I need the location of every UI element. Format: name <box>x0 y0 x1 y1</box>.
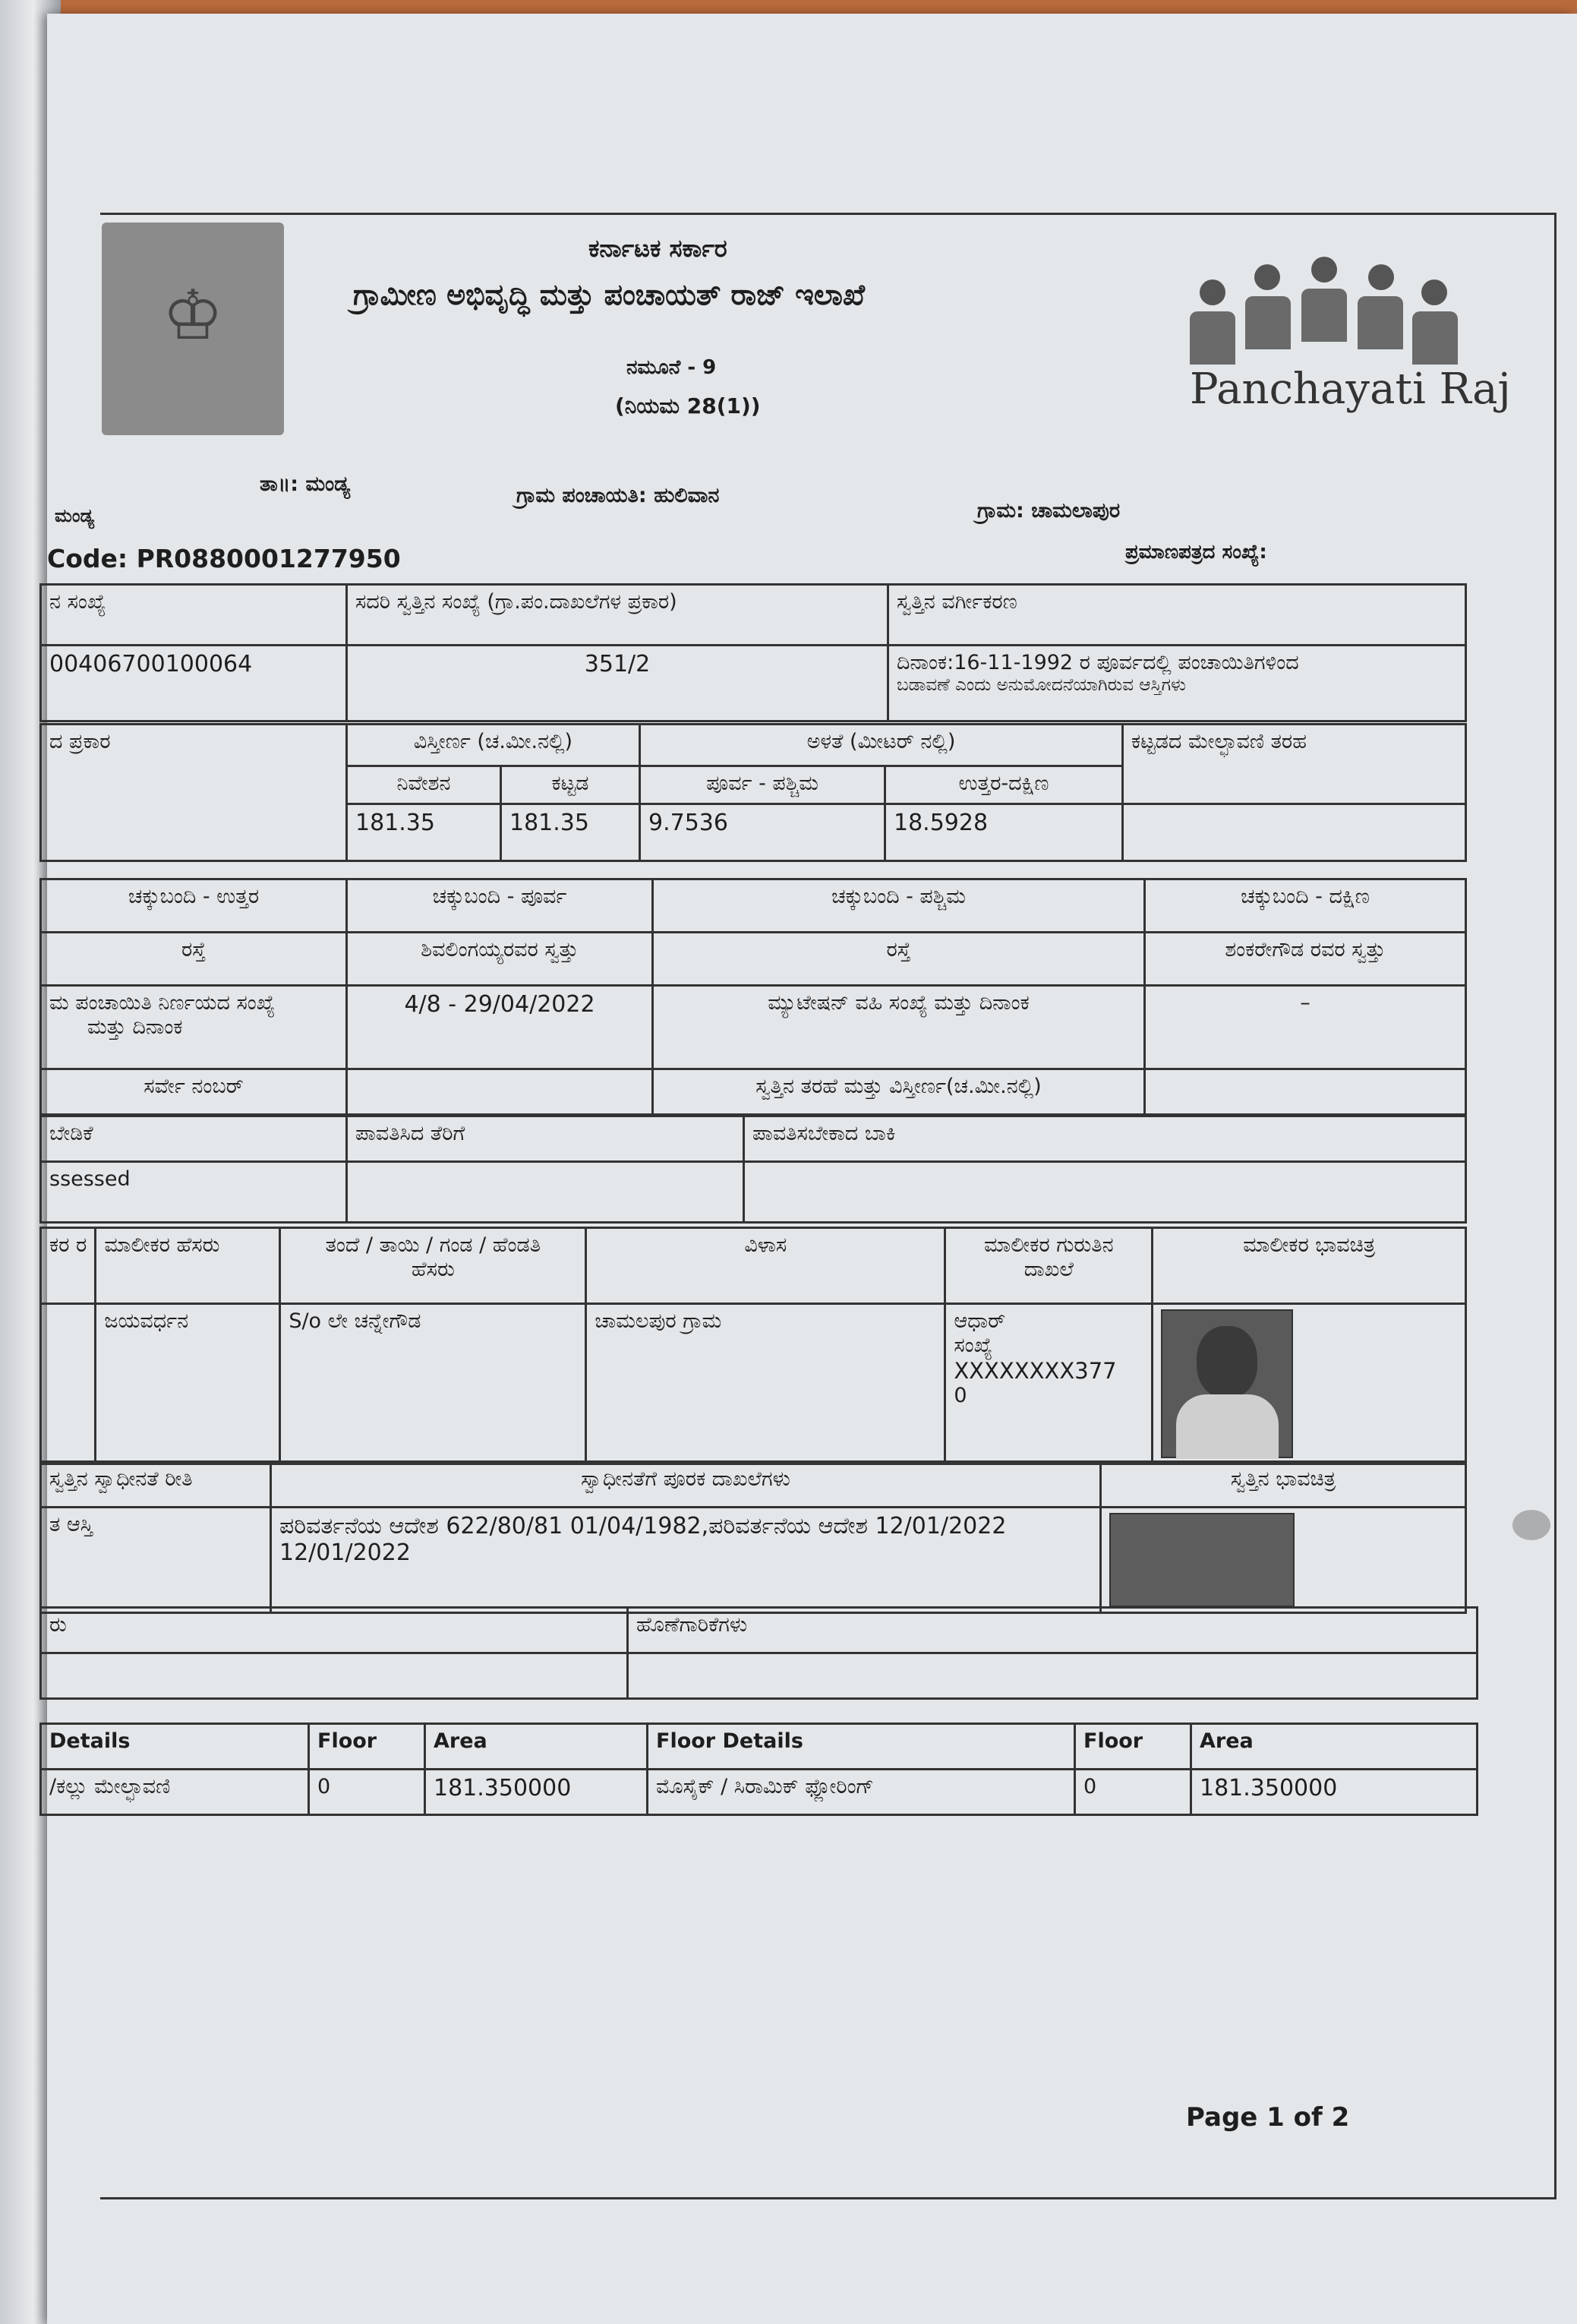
south-boundary-value: ಶಂಕರೇಗೌಡ ರವರ ಸ್ವತ್ತು <box>1145 933 1466 986</box>
balance-value <box>744 1162 1466 1223</box>
east-west-value: 9.7536 <box>640 804 885 861</box>
owner-name: ಜಯವರ್ಧನ <box>96 1304 280 1464</box>
north-south-value: 18.5928 <box>885 804 1123 861</box>
gram-panchayat: ಗ್ರಾಮ ಪಂಚಾಯತಿ: ಹುಲಿವಾನ <box>516 484 720 507</box>
ownership-mode-value: ತ ಆಸ್ತಿ <box>41 1508 271 1613</box>
floor-header-floor-2: Floor <box>1075 1724 1191 1770</box>
address-label: ವಿಳಾಸ <box>586 1228 945 1304</box>
sadari-label: ಸದರಿ ಸ್ವತ್ತಿನ ಸಂಖ್ಯೆ (ಗ್ರಾ.ಪಂ.ದಾಖಲೆಗಳ ಪ್ರಕಾರ) <box>347 585 888 646</box>
owner-photo-cell <box>1153 1304 1466 1464</box>
asset-type-value <box>1145 1069 1466 1115</box>
dimension-label: ಅಳತೆ (ಮೀಟರ್ ನಲ್ಲಿ) <box>640 725 1123 766</box>
stain-mark <box>1512 1510 1550 1540</box>
tax-table <box>39 1115 1467 1224</box>
owner-col-number: ಕರ ರ <box>41 1228 96 1304</box>
ownership-docs-value: ಪರಿವರ್ತನೆಯ ಆದೇಶ 622/80/81 01/04/1982,ಪರಿವರ್ತನೆಯ ಆದೇಶ 12/01/2022 12/01/2022 <box>271 1508 1101 1613</box>
asset-photo-cell <box>1101 1508 1466 1613</box>
owner-name-label: ಮಾಲೀಕರ ಹೆಸರು <box>96 1228 280 1304</box>
owner-number <box>41 1304 96 1464</box>
resolution-value: 4/8 - 29/04/2022 <box>347 986 653 1069</box>
floor-roof-type: /ಕಲ್ಲು ಮೇಲ್ಛಾವಣಿ <box>41 1770 309 1815</box>
east-boundary-label: ಚಕ್ಕುಬಂದಿ - ಪೂರ್ವ <box>347 879 653 933</box>
floor-area: 181.350000 <box>425 1770 648 1815</box>
document-page <box>47 14 1577 2324</box>
east-boundary-value: ಶಿವಲಿಂಗಯ್ಯರವರ ಸ್ವತ್ತು <box>347 933 653 986</box>
liabilities-table <box>39 1606 1478 1700</box>
site-label: ನಿವೇಶನ <box>347 766 501 804</box>
liabilities-label: ಹೊಣೆಗಾರಿಕೆಗಳು <box>628 1608 1478 1653</box>
balance-label: ಪಾವತಿಸಬೇಕಾದ ಬಾಕಿ <box>744 1116 1466 1162</box>
survey-label: ಸರ್ವೇ ನಂಬರ್ <box>41 1069 347 1115</box>
building-label: ಕಟ್ಟಡ <box>501 766 640 804</box>
floor-header-floor-details: Floor Details <box>648 1724 1075 1770</box>
property-code: Code: PR0880001277950 <box>47 544 401 573</box>
floor-number-2: 0 <box>1075 1770 1191 1815</box>
west-boundary-value: ರಸ್ತೆ <box>653 933 1145 986</box>
owner-photo-label: ಮಾಲೀಕರ ಭಾವಚಿತ್ರ <box>1153 1228 1466 1304</box>
floor-header-area-2: Area <box>1191 1724 1478 1770</box>
area-label: ವಿಸ್ತೀರ್ಣ (ಚ.ಮೀ.ನಲ್ಲಿ) <box>347 725 640 766</box>
mutation-label: ಮ್ಯುಟೇಷನ್ ವಹಿ ಸಂಖ್ಯೆ ಮತ್ತು ದಿನಾಂಕ <box>653 986 1145 1069</box>
paid-tax-label: ಪಾವತಿಸಿದ ತೆರಿಗೆ <box>347 1116 744 1162</box>
floor-table <box>39 1722 1478 1816</box>
owner-id: ಆಧಾರ್ ಸಂಖ್ಯೆ XXXXXXXX377 0 <box>945 1304 1153 1464</box>
property-id-table <box>39 583 1467 722</box>
asset-photo <box>1109 1513 1295 1607</box>
page-number: Page 1 of 2 <box>1186 2102 1350 2133</box>
resolution-label: ಮ ಪಂಚಾಯಿತಿ ನಿರ್ಣಯದ ಸಂಖ್ಯೆ ಮತ್ತು ದಿನಾಂಕ <box>41 986 347 1069</box>
north-boundary-value: ರಸ್ತೆ <box>41 933 347 986</box>
area-table <box>39 723 1467 862</box>
ownership-table <box>39 1460 1467 1614</box>
owner-id-label: ಮಾಲೀಕರ ಗುರುತಿನ ದಾಖಲೆ <box>945 1228 1153 1304</box>
govt-title: ಕರ್ನಾಟಕ ಸರ್ಕಾರ <box>588 234 727 263</box>
west-boundary-label: ಚಕ್ಕುಬಂದಿ - ಪಶ್ಚಿಮ <box>653 879 1145 933</box>
floor-header-floor: Floor <box>309 1724 425 1770</box>
id-value: 00406700100064 <box>41 646 347 722</box>
floor-number: 0 <box>309 1770 425 1815</box>
liabilities-left-value <box>41 1653 628 1699</box>
ownership-docs-label: ಸ್ವಾಧೀನತೆಗೆ ಪೂರಕ ದಾಖಲೆಗಳು <box>271 1462 1101 1508</box>
father-name: S/o ಲೇ ಚನ್ನೇಗೌಡ <box>280 1304 586 1464</box>
sadari-value: 351/2 <box>347 646 888 722</box>
classification-label: ಸ್ವತ್ತಿನ ವರ್ಗೀಕರಣ <box>888 585 1466 646</box>
owner-table <box>39 1227 1467 1465</box>
south-boundary-label: ಚಕ್ಕುಬಂದಿ - ದಕ್ಷಿಣ <box>1145 879 1466 933</box>
owner-photo <box>1161 1309 1293 1458</box>
dept-title: ಗ್ರಾಮೀಣ ಅಭಿವೃದ್ಧಿ ಮತ್ತು ಪಂಚಾಯತ್ ರಾಜ್ ಇಲಾಖೆ <box>353 278 866 311</box>
father-name-label: ತಂದೆ / ತಾಯಿ / ಗಂಡ / ಹೆಂಡತಿ ಹೆಸರು <box>280 1228 586 1304</box>
survey-value <box>347 1069 653 1115</box>
taluk: ತಾ॥: ಮಂಡ್ಯ <box>260 472 351 496</box>
certificate-number-label: ಪ್ರಮಾಣಪತ್ರದ ಸಂಖ್ಯೆ: <box>1125 541 1267 564</box>
karnataka-emblem-icon: ♔ <box>102 223 284 435</box>
asset-type-label: ಸ್ವತ್ತಿನ ತರಹೆ ಮತ್ತು ವಿಸ್ತೀರ್ಣ(ಚ.ಮೀ.ನಲ್ಲಿ) <box>653 1069 1145 1115</box>
ownership-mode-label: ಸ್ವತ್ತಿನ ಸ್ವಾಧೀನತೆ ರೀತಿ <box>41 1462 271 1508</box>
id-label: ನ ಸಂಖ್ಯೆ <box>41 585 347 646</box>
owner-address: ಚಾಮಲಪುರ ಗ್ರಾಮ <box>586 1304 945 1464</box>
site-area: 181.35 <box>347 804 501 861</box>
floor-header-details: Details <box>41 1724 309 1770</box>
type-label: ದ ಪ್ರಕಾರ <box>41 725 347 861</box>
boundary-table <box>39 878 1467 1116</box>
east-west-label: ಪೂರ್ವ - ಪಶ್ಚಿಮ <box>640 766 885 804</box>
panchayati-raj-brand: Panchayati Raj <box>1190 365 1511 414</box>
north-south-label: ಉತ್ತರ-ದಕ್ಷಿಣ <box>885 766 1123 804</box>
village: ಗ್ರಾಮ: ಚಾಮಲಾಪುರ <box>977 499 1121 523</box>
liabilities-left: ರು <box>41 1608 628 1653</box>
north-boundary-label: ಚಕ್ಕುಬಂದಿ - ಉತ್ತರ <box>41 879 347 933</box>
rule-number: (ನಿಯಮ 28(1)) <box>615 393 761 418</box>
district: ಮಂಡ್ಯ <box>55 505 95 526</box>
liabilities-value <box>628 1653 1478 1699</box>
floor-area-2: 181.350000 <box>1191 1770 1478 1815</box>
mutation-value: – <box>1145 986 1466 1069</box>
classification-value: ದಿನಾಂಕ:16-11-1992 ರ ಪೂರ್ವದಲ್ಲಿ ಪಂಚಾಯಿತಿಗಳಿಂದ ಬಡಾವಣೆ ಎಂದು ಅನುಮೋದನೆಯಾಗಿರುವ ಆಸ್ತಿಗಳು <box>888 646 1466 722</box>
building-area: 181.35 <box>501 804 640 861</box>
roof-value <box>1123 804 1466 861</box>
asset-photo-label: ಸ್ವತ್ತಿನ ಭಾವಚಿತ್ರ <box>1101 1462 1466 1508</box>
floor-header-area: Area <box>425 1724 648 1770</box>
assessed-label: ssessed <box>41 1162 347 1223</box>
roof-label: ಕಟ್ಟಡದ ಮೇಲ್ಛಾವಣಿ ತರಹ <box>1123 725 1466 804</box>
floor-flooring-type: ಮೊಸೈಕ್ / ಸಿರಾಮಿಕ್ ಫ್ಲೋರಿಂಗ್ <box>648 1770 1075 1815</box>
form-number: ನಮೂನೆ - 9 <box>626 356 717 379</box>
paid-tax-value <box>347 1162 744 1223</box>
demand-label: ಬೇಡಿಕೆ <box>41 1116 347 1162</box>
